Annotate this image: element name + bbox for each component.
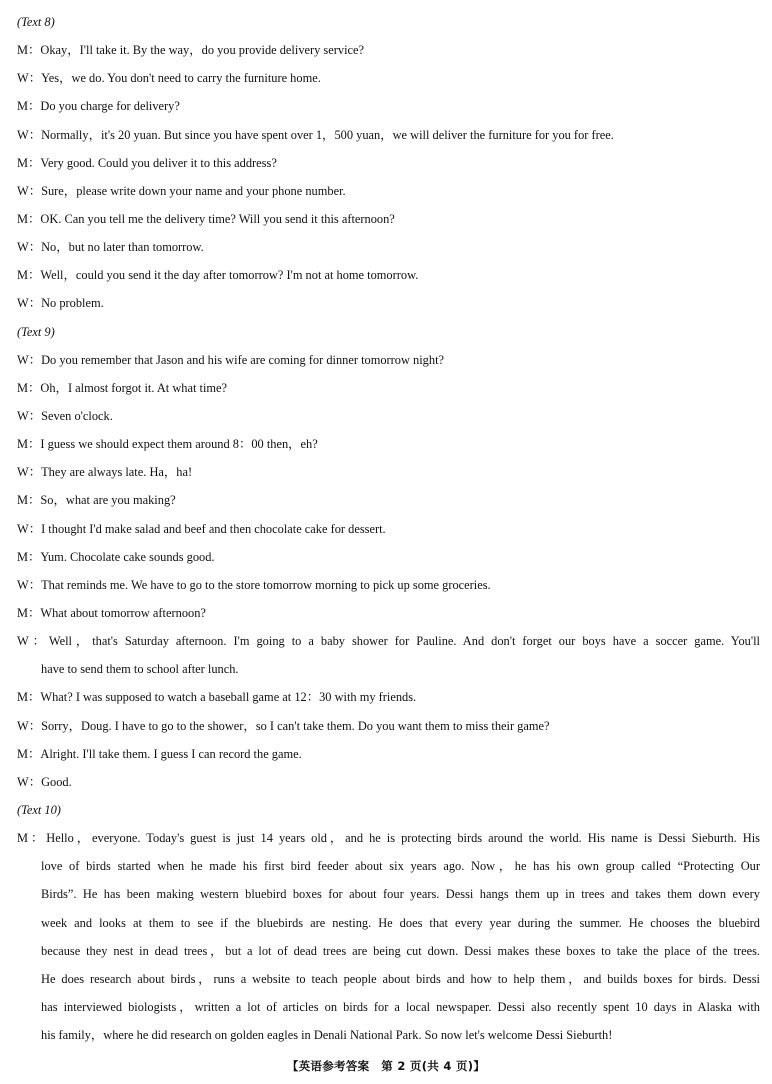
- dialogue-line: M：So，what are you making?: [17, 493, 176, 508]
- dialogue-line: M：Do you charge for delivery?: [17, 99, 180, 114]
- paragraph-row: Birds”. He has been making western bluebird boxes for about four years. Dessi hangs them up in trees and takes them down every: [41, 887, 760, 902]
- paragraph-row: M：Hello，everyone. Today's guest is just 14 years old，and he is protecting birds around the world. His name is Dessi Sieburth. His: [17, 831, 760, 846]
- dialogue-line: M：Well，could you send it the day after tomorrow? I'm not at home tomorrow.: [17, 268, 419, 283]
- dialogue-line: W：No，but no later than tomorrow.: [17, 240, 204, 255]
- dialogue-line: M：Okay，I'll take it. By the way，do you provide delivery service?: [17, 43, 365, 58]
- dialogue-line: W：Normally，it's 20 yuan. But since you have spent over 1，500 yuan，we will deliver the furniture for you for free.: [17, 127, 614, 142]
- dialogue-line: W：Sure，please write down your name and your phone number.: [17, 183, 346, 198]
- dialogue-line: W：That reminds me. We have to go to the store tomorrow morning to pick up some groceries.: [17, 577, 491, 592]
- paragraph-row: because they nest in dead trees，but a lot of dead trees are being cut down. Dessi makes these boxes to take the place of the trees.: [41, 943, 760, 958]
- dialogue-line: W：I thought I'd make salad and beef and then chocolate cake for dessert.: [17, 521, 386, 536]
- paragraph-row: love of birds started when he made his first bird feeder about six years ago. Now，he has his own group called “Protecting Our: [41, 859, 760, 874]
- paragraph-row: He does research about birds，runs a website to teach people about birds and how to help them，and builds boxes for birds. Dessi: [41, 971, 760, 986]
- paragraph-row: W：Well，that's Saturday afternoon. I'm going to a baby shower for Pauline. And don't forget our boys have a soccer game. You'll: [17, 634, 760, 649]
- transcript-body: [17, 8, 760, 1049]
- dialogue-line: W：Yes，we do. You don't need to carry the furniture home.: [17, 71, 321, 86]
- dialogue-line: W：They are always late. Ha，ha!: [17, 465, 193, 480]
- dialogue-paragraph-shower: [17, 627, 760, 683]
- paragraph-row: his family，where he did research on golden eagles in Denali National Park. So now let's welcome Dessi Sieburth!: [41, 1028, 613, 1043]
- paragraph-row: have to send them to school after lunch.: [41, 662, 239, 677]
- dialogue-line: W：Sorry，Doug. I have to go to the shower，so I can't take them. Do you want them to miss their game?: [17, 718, 550, 733]
- dialogue-line: M：OK. Can you tell me the delivery time? Will you send it this afternoon?: [17, 211, 395, 226]
- monologue-paragraph-text-10: [17, 824, 760, 1049]
- dialogue-line: M：What about tomorrow afternoon?: [17, 605, 206, 620]
- dialogue-line: M：Alright. I'll take them. I guess I can record the game.: [17, 746, 302, 761]
- page-footer: 【英语参考答案 第 2 页(共 4 页)】: [286, 1059, 486, 1073]
- paragraph-row: has interviewed biologists，written a lot of articles on birds for a local newspaper. Dessi also recently spent 10 days in Alaska with: [41, 999, 760, 1014]
- paragraph-row: week and looks at them to see if the bluebirds are nesting. He does that every year during the summer. He chooses the bluebird: [41, 915, 760, 930]
- section-heading-text-9: (Text 9): [17, 324, 55, 339]
- dialogue-line: W：Seven o'clock.: [17, 408, 113, 423]
- section-heading-text-10: (Text 10): [17, 802, 61, 817]
- dialogue-line: W：Good.: [17, 774, 72, 789]
- dialogue-line: M：I guess we should expect them around 8：00 then，eh?: [17, 437, 318, 452]
- dialogue-line: W：No problem.: [17, 296, 104, 311]
- section-heading-text-8: (Text 8): [17, 15, 55, 29]
- dialogue-line: M：Oh，I almost forgot it. At what time?: [17, 380, 228, 395]
- dialogue-line: M：Yum. Chocolate cake sounds good.: [17, 549, 215, 564]
- dialogue-line: M：Very good. Could you deliver it to this address?: [17, 155, 277, 170]
- dialogue-line: W：Do you remember that Jason and his wife are coming for dinner tomorrow night?: [17, 352, 445, 367]
- dialogue-line: M：What? I was supposed to watch a baseball game at 12：30 with my friends.: [17, 690, 417, 705]
